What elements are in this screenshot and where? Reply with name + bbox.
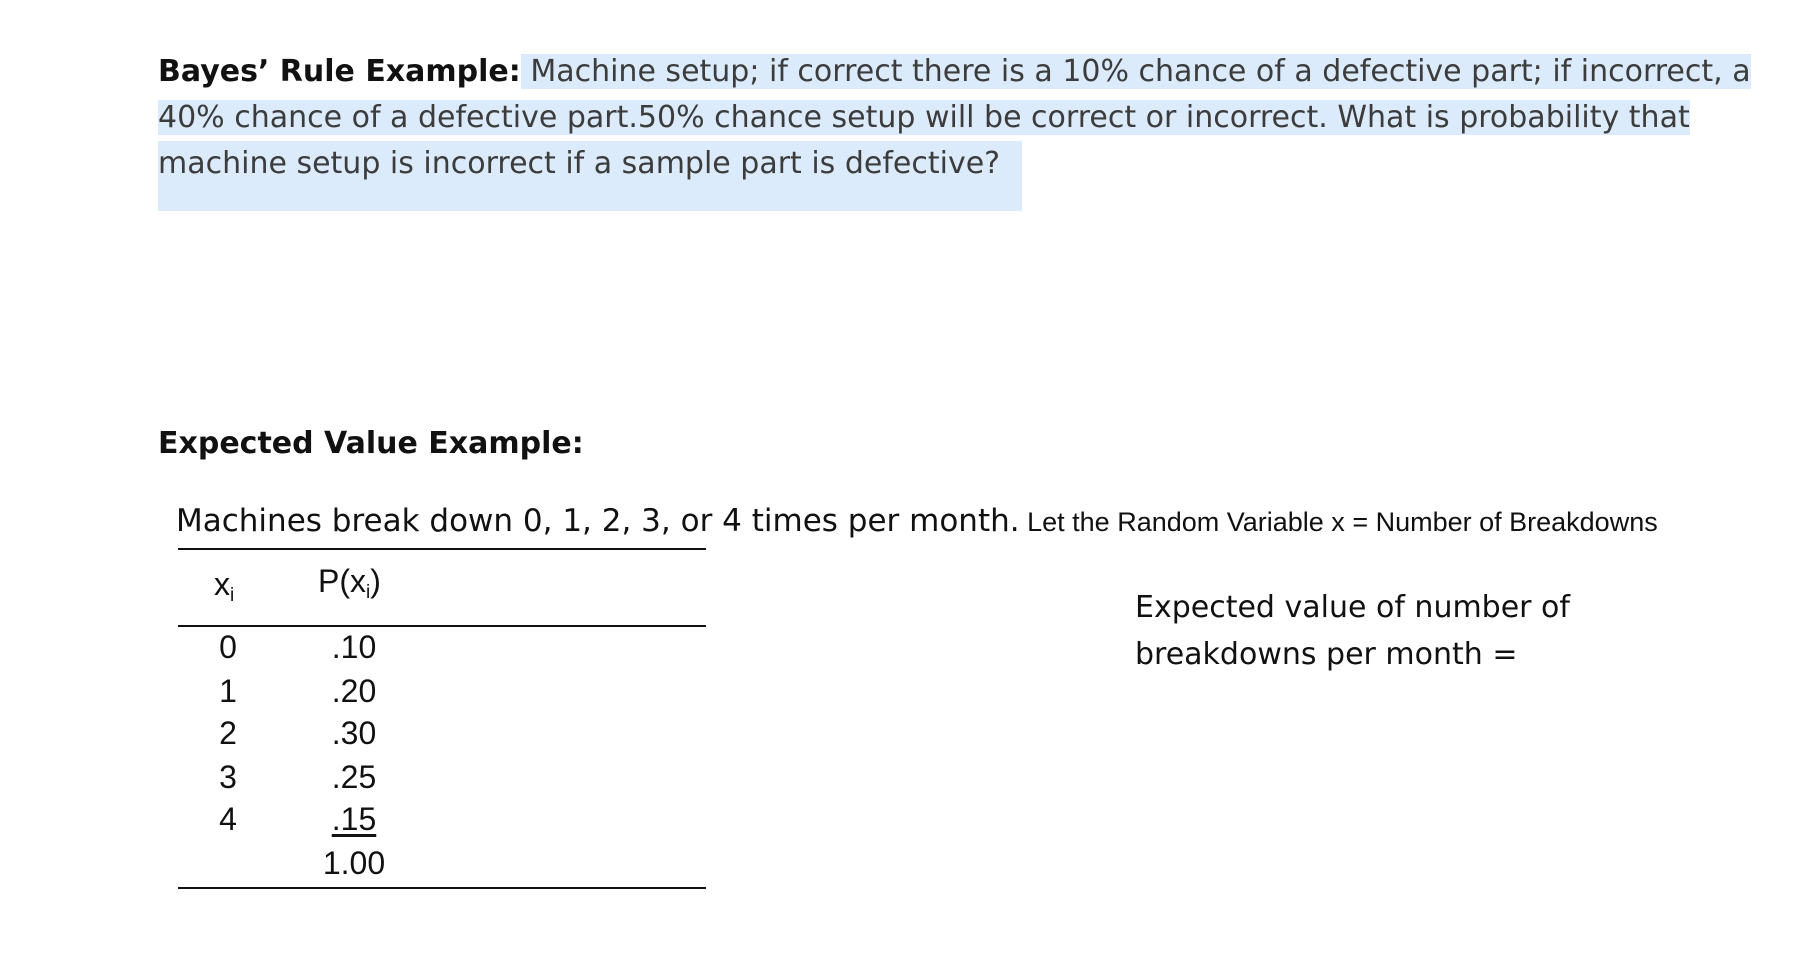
bayes-text-2[interactable]: 40% chance of a defective part.50% chance setup will be correct or incorrect. What is probability that [158,100,1690,135]
machines-intro [176,503,1658,539]
bayes-label: Bayes’ Rule Example [158,54,509,89]
col-header-x-sub: i [230,585,235,606]
expected-value-heading: Expected Value Example: [158,426,584,461]
bayes-line-3 [158,141,1022,211]
col-header-p-post: ) [370,563,381,599]
col-header-p-sub: i [366,582,371,603]
table-total: 1.00 [322,845,386,881]
table-cell-x: 2 [219,715,237,751]
bayes-line-1 [158,49,1751,95]
table-cell-p: .30 [331,715,377,751]
bayes-text-3[interactable]: machine setup is incorrect if a sample part is defective? [158,141,1022,211]
col-header-x [214,566,234,607]
table-header-rule [178,625,706,627]
table-cell-x: 0 [219,629,237,665]
expected-value-question-2: breakdowns per month = [1135,637,1518,672]
table-cell-p: .10 [331,629,377,665]
table-cell-p: .25 [331,759,377,795]
col-header-p [318,563,381,604]
table-bottom-rule [178,887,706,889]
table-cell-x: 1 [219,673,237,709]
bayes-line-2 [158,95,1690,141]
machines-intro-rest: Let the Random Variable x = Number of Breakdowns [1019,507,1658,537]
machines-intro-main: Machines break down 0, 1, 2, 3, or 4 times per month. [176,503,1020,539]
table-cell-p: .15 [331,801,377,837]
table-cell-p: .20 [331,673,377,709]
col-header-p-pre: P(x [318,563,366,599]
table-cell-x: 4 [219,801,237,837]
intro-underline [178,548,706,550]
col-header-x-text: x [214,566,230,602]
bayes-text-1[interactable]: Machine setup; if correct there is a 10% chance of a defective part; if incorrect, a [520,54,1751,89]
expected-value-question-1: Expected value of number of [1135,590,1570,625]
bayes-colon: : [508,54,521,89]
table-cell-x: 3 [219,759,237,795]
